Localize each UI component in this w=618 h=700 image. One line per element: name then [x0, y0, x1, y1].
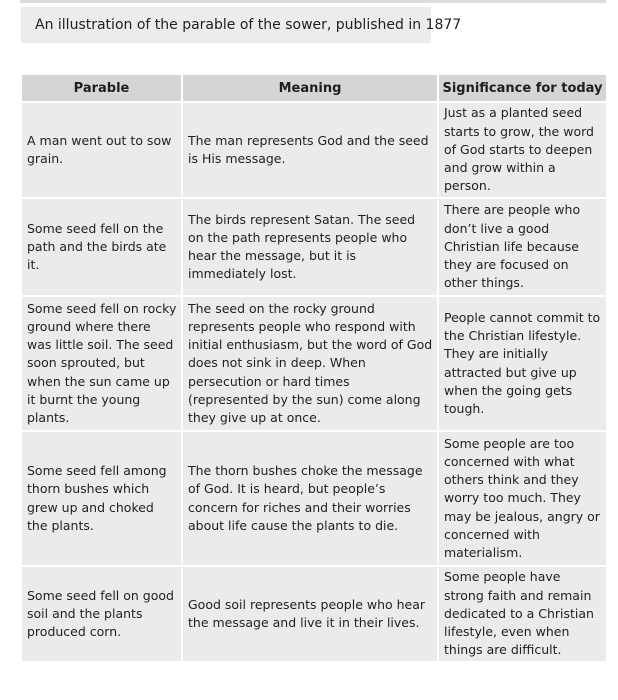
- table-row: [21, 198, 607, 296]
- meaning-cell: Good soil represents people who hear the message and live it in their lives.: [182, 566, 438, 662]
- parable-cell: Some seed fell on rocky ground where there was little soil. The seed soon sprouted, but when the sun came up it burnt the young plants.: [21, 296, 182, 431]
- meaning-cell: The thorn bushes choke the message of God. It is heard, but people’s concern for riches and their worries about life cause the plants to die.: [182, 431, 438, 566]
- significance-cell: Some people are too concerned with what others think and they worry too much. They may be jealous, angry or concerned with materialism.: [438, 431, 607, 566]
- meaning-cell: The birds represent Satan. The seed on the path represents people who hear the message, but it is immediately lost.: [182, 198, 438, 296]
- table-row: [21, 102, 607, 198]
- header-meaning: Meaning: [182, 74, 438, 102]
- table-row: [21, 431, 607, 566]
- parable-cell: Some seed fell on good soil and the plants produced corn.: [21, 566, 182, 662]
- significance-cell: Some people have strong faith and remain dedicated to a Christian lifestyle, even when things are difficult.: [438, 566, 607, 662]
- parable-cell: A man went out to sow grain.: [21, 102, 182, 198]
- significance-cell: People cannot commit to the Christian lifestyle. They are initially attracted but give up when the going gets tough.: [438, 296, 607, 431]
- significance-cell: Just as a planted seed starts to grow, the word of God starts to deepen and grow within a person.: [438, 102, 607, 198]
- top-divider: [20, 0, 606, 3]
- table-row: [21, 296, 607, 431]
- header-significance: Significance for today: [438, 74, 607, 102]
- parable-table: [20, 73, 608, 663]
- meaning-cell: The man represents God and the seed is His message.: [182, 102, 438, 198]
- table-header-row: [21, 74, 607, 102]
- image-caption: An illustration of the parable of the sower, published in 1877: [21, 7, 431, 43]
- header-parable: Parable: [21, 74, 182, 102]
- parable-cell: Some seed fell among thorn bushes which grew up and choked the plants.: [21, 431, 182, 566]
- table-row: [21, 566, 607, 662]
- significance-cell: There are people who don’t live a good Christian life because they are focused on other things.: [438, 198, 607, 296]
- parable-cell: Some seed fell on the path and the birds ate it.: [21, 198, 182, 296]
- meaning-cell: The seed on the rocky ground represents people who respond with initial enthusiasm, but the word of God does not sink in deep. When persecution or hard times (represented by the sun) come along they give up at once.: [182, 296, 438, 431]
